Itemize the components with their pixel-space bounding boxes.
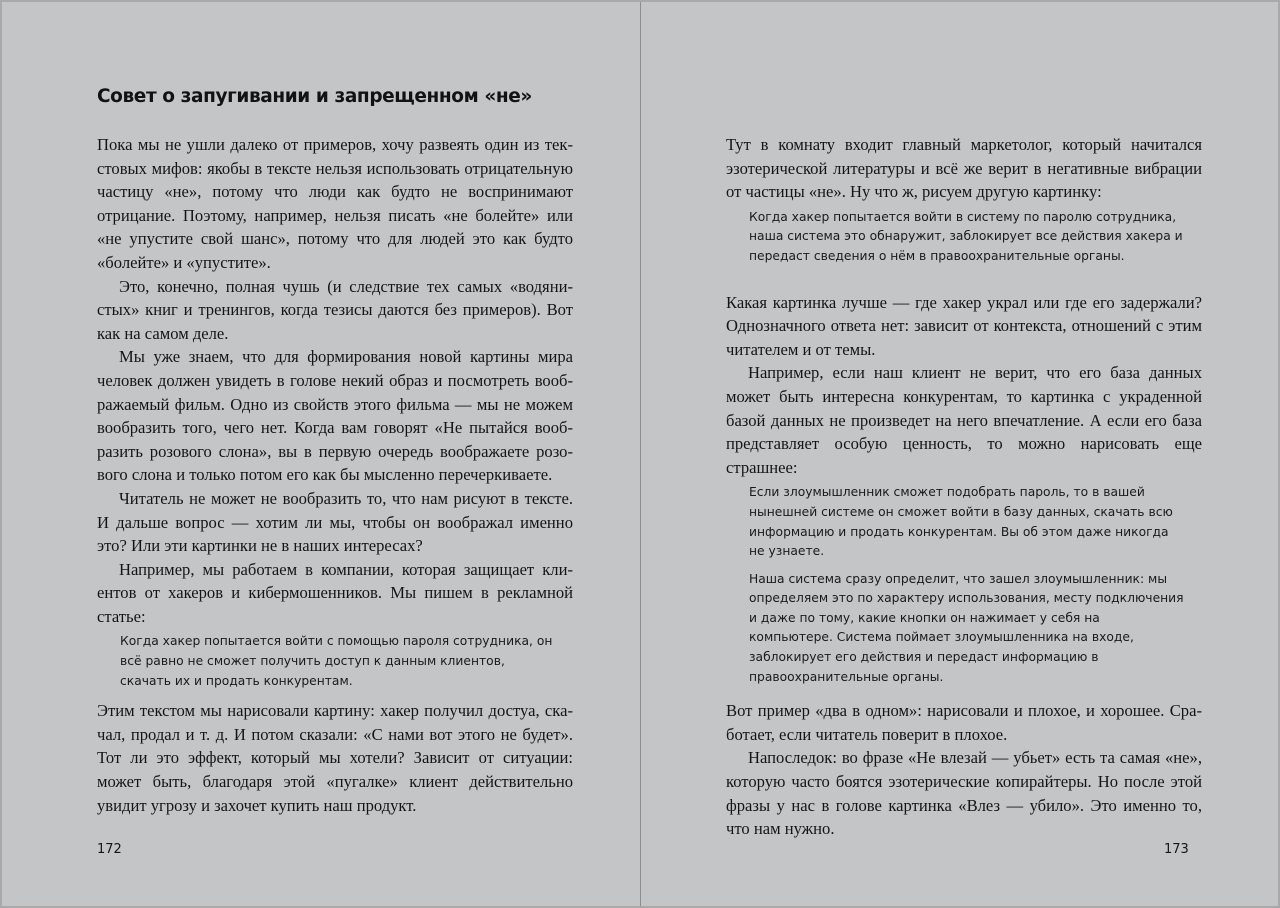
example-quote: Если злоумышленник сможет подобрать пароль, то в вашей нынешней системе он сможет войти в базу данных, скачать всю информацию и продать конкурентам. Вы об этом даже никогда не узнаете. <box>749 485 1173 559</box>
example-quote: Когда хакер попытается войти в систему по паролю сотрудника, наша система это обнаружит, заблокирует все действия хакера и передаст сведения о нём в правоохранительные органы. <box>749 209 1183 263</box>
paragraph: Пока мы не ушли далеко от примеров, хочу развеять один из текстовых мифов: якобы в тексте нельзя использовать отрицательную частицу «не», потому что люди как будто не воспринимают отрицание. Поэтому, например, нельзя писать «не болейте» или «не упустите свой шанс», потому что для людей это как будто «болейте» и «упустите». <box>97 135 573 272</box>
paragraph: Этим текстом мы нарисовали картину: хакер получил достуа, скачал, продал и т. д. И потом сказали: «С нами вот этого не будет». Тот ли это эффект, который мы хотели? Зависит от ситуации: может быть, благодаря этой «пугалке» клиент действительно увидит угрозу и захочет купить наш продукт. <box>97 701 573 815</box>
left-page <box>2 2 640 906</box>
section-heading: Совет о запугивании и запрещенном «не» <box>97 86 532 107</box>
paragraph: Читатель не может не вообразить то, что нам рисуют в тексте. И дальше вопрос — хотим ли мы, чтобы он воображал именно это? Или эти картинки не в наших интересах? <box>97 488 573 556</box>
paragraph: Вот пример «два в одном»: нарисовали и плохое, и хорошее. Сработает, если читатель поверит в плохое. <box>726 701 1202 744</box>
paragraph: Например, мы работаем в компании, которая защищает клиентов от хакеров и кибермошенников. Мы пишем в рекламной статье: <box>97 559 573 626</box>
paragraph: Мы уже знаем, что для формирования новой картины мира человек должен увидеть в голове некий образ и посмотреть воображаемый фильм. Одно из свойств этого фильма — мы не можем вообразить того, чего нет. Когда вам говорят «Не пытайся вообразить розового слона», вы в первую очередь воображаете розового слона и только потом его как бы мысленно перечеркиваете. <box>97 347 573 485</box>
paragraph: Например, если наш клиент не верит, что его база данных может быть интересна конкурентам, то картинка с украденной базой данных не произведет на него впечатление. А если его база представляет особую ценность, то можно нарисовать еще страшнее: <box>726 363 1202 477</box>
paragraph: Тут в комнату входит главный маркетолог, который начитался эзотерической литературы и всё же верит в негативные вибрации от частицы «не». Ну что ж, рисуем другую картинку: <box>726 135 1202 202</box>
right-text-column <box>726 133 1202 841</box>
page-number: 172 <box>97 842 122 857</box>
book-spread <box>2 2 1278 906</box>
left-text-column <box>97 133 573 817</box>
example-quote: Наша система сразу определит, что зашел злоумышленник: мы определяем это по характеру использования, месту подключения и даже по тому, какие кнопки он нажимает у себя на компьютере. Система поймает злоумышленника на входе, заблокирует его действия и передаст информацию в правоохранительные органы. <box>749 571 1184 684</box>
right-page <box>640 2 1278 906</box>
page-number: 173 <box>1164 842 1189 857</box>
paragraph: Это, конечно, полная чушь (и следствие тех самых «водянистых» книг и тренингов, когда тезисы даются без примеров). Вот как на самом деле. <box>97 276 573 343</box>
paragraph: Какая картинка лучше — где хакер украл или где его задержали? Однозначного ответа нет: зависит от контекста, отношений с этим читателем и от темы. <box>726 292 1202 359</box>
paragraph: Напоследок: во фразе «Не влезай — убьет» есть та самая «не», которую часто боятся эзотерические копирайтеры. Но после этой фразы у нас в голове картинка «Влез — убило». Это именно то, что нам нужно. <box>726 748 1202 839</box>
example-quote: Когда хакер попытается войти с помощью пароля сотрудника, он всё равно не сможет получить доступ к данным клиентов, скачать их и продать конкурентам. <box>120 634 553 688</box>
